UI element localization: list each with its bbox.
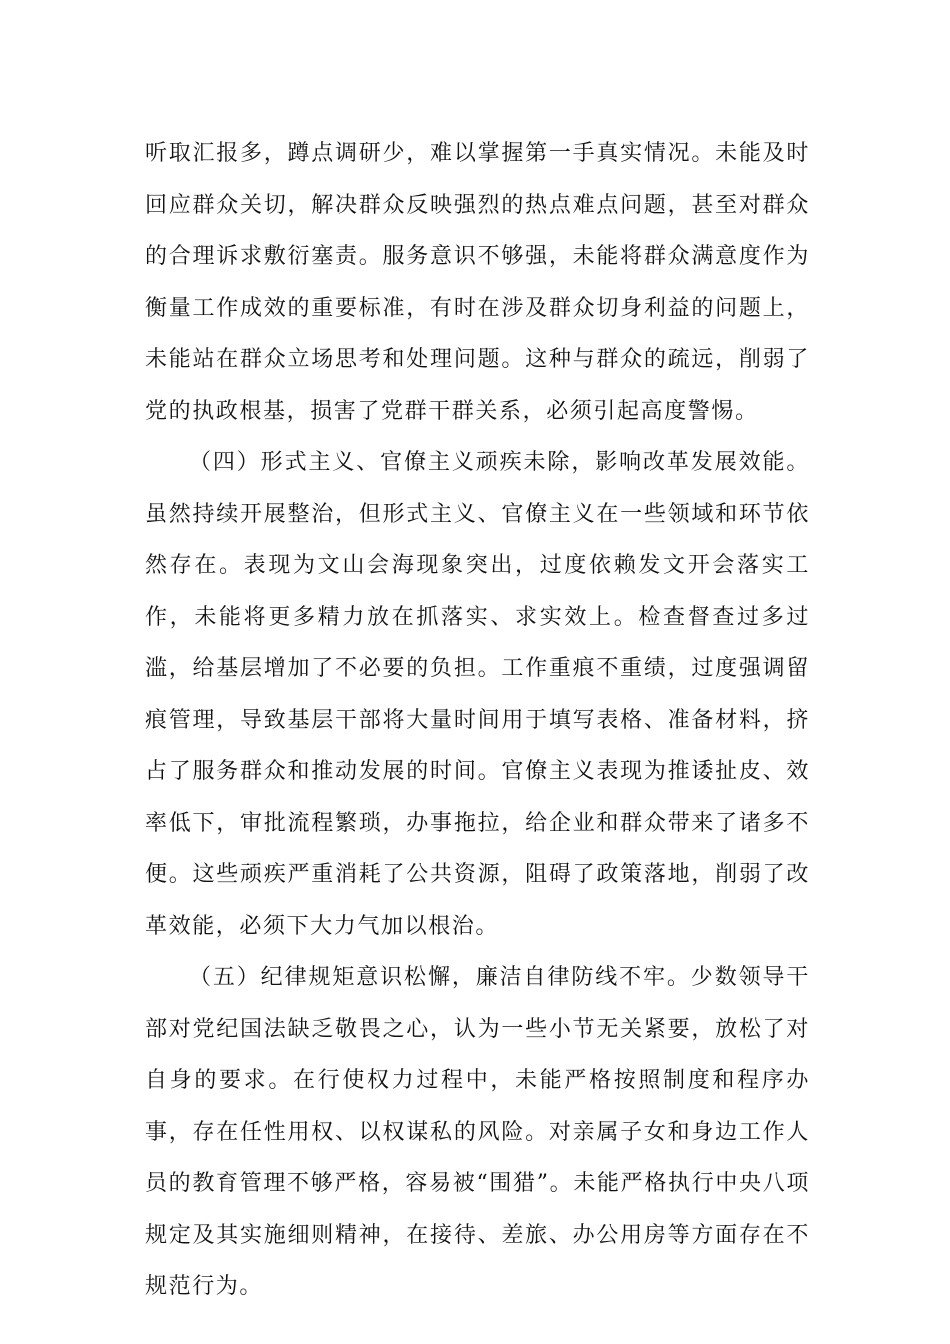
document-body bbox=[145, 128, 810, 1313]
paragraph-2: （四）形式主义、官僚主义顽疾未除，影响改革发展效能。虽然持续开展整治，但形式主义、官僚主义在一些领域和环节依然存在。表现为文山会海现象突出，过度依赖发文开会落实工作，未能将更多精力放在抓落实、求实效上。检查督查过多过滥，给基层增加了不必要的负担。工作重痕不重绩，过度强调留痕管理，导致基层干部将大量时间用于填写表格、准备材料，挤占了服务群众和推动发展的时间。官僚主义表现为推诿扯皮、效率低下，审批流程繁琐，办事拖拉，给企业和群众带来了诸多不便。这些顽疾严重消耗了公共资源，阻碍了政策落地，削弱了改革效能，必须下大力气加以根治。 bbox=[145, 450, 810, 939]
paragraph-3: （五）纪律规矩意识松懈，廉洁自律防线不牢。少数领导干部对党纪国法缺乏敬畏之心，认为一些小节无关紧要，放松了对自身的要求。在行使权力过程中，未能严格按照制度和程序办事，存在任性用权、以权谋私的风险。对亲属子女和身边工作人员的教育管理不够严格，容易被“围猎”。未能严格执行中央八项规定及其实施细则精神，在接待、差旅、办公用房等方面存在不规范行为。 bbox=[145, 965, 810, 1299]
paragraph-1: 听取汇报多，蹲点调研少，难以掌握第一手真实情况。未能及时回应群众关切，解决群众反映强烈的热点难点问题，甚至对群众的合理诉求敷衍塞责。服务意识不够强，未能将群众满意度作为衡量工作成效的重要标准，有时在涉及群众切身利益的问题上，未能站在群众立场思考和处理问题。这种与群众的疏远，削弱了党的执政根基，损害了党群干群关系，必须引起高度警惕。 bbox=[145, 141, 810, 424]
